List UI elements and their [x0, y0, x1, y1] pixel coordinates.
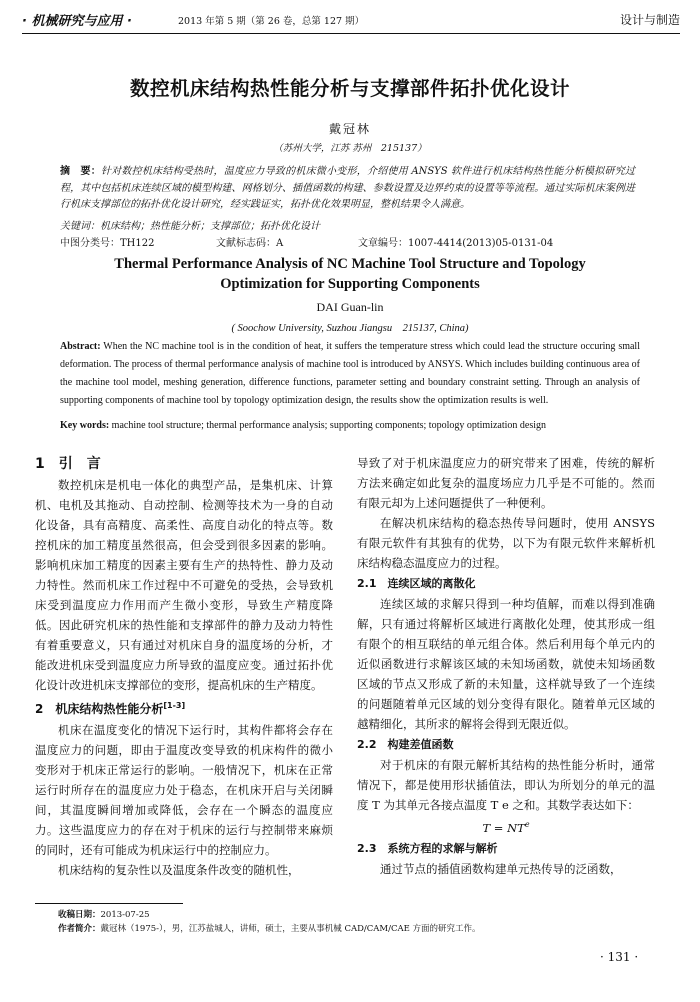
- journal-name: · 机械研究与应用 ·: [22, 14, 132, 29]
- running-header: [22, 8, 680, 32]
- abstract-cn: [60, 164, 635, 214]
- received-label: 收稿日期：: [58, 910, 101, 920]
- paper-title-en-line2: Optimization for Supporting Components: [220, 276, 480, 292]
- paper-title-en: [0, 254, 700, 294]
- formula-text: T = NT: [482, 820, 525, 835]
- section-2-2-heading: 2.2 构建差值函数: [357, 738, 454, 751]
- clc-number: 中图分类号：TH122: [60, 238, 155, 249]
- continued-paragraph: 导致了对于机床温度应力的研究带来了困难，传统的解析方法来确定如此复杂的温度场应力几乎是不可能的。然而有限元却为上述问题提供了一种便利。: [357, 456, 655, 510]
- abstract-en-label: Abstract:: [60, 341, 101, 352]
- body-column-right: [357, 453, 655, 879]
- affiliation-en: ( Soochow University, Suzhou Jiangsu 215137, China): [231, 323, 469, 334]
- abstract-en-text: When the NC machine tool is in the condition of heat, it suffers the temperature stress which could lead the structure occuring small deformation. The process of thermal performance analysis of machine tool is introduced by ANSYS. Which includes building continuous area of the machine tool model, meshing generation, difference functions, parameter setting and boundary constraint setting. Through an analysis of supporting components of machine tool by topology optimization design, the results show the optimization results is well.: [60, 341, 640, 406]
- keywords-en-label: Key words:: [60, 420, 110, 431]
- section-2-1-heading: 2.1 连续区域的离散化: [357, 577, 476, 590]
- article-number: 文章编号：1007-4414(2013)05-0131-04: [358, 238, 554, 249]
- body-column-left: [35, 453, 333, 880]
- section-2-2-paragraph: 对于机床的有限元解析其结构的热性能分析时，通常情况下，都是使用形状插值法，即认为所划分的单元的温度 T 为其单元各接点温度 T e 之和。其数学表达如下：: [357, 758, 655, 812]
- page-number: · 131 ·: [600, 950, 639, 964]
- ansys-paragraph: 在解决机床结构的稳态热传导问题时，使用 ANSYS 有限元软件有其独有的优势，以下为有限元软件来解析机床结构稳态温度应力的过程。: [357, 516, 655, 570]
- keywords-cn: [60, 217, 635, 232]
- section-2-heading-text: 2 机床结构热性能分析: [35, 702, 164, 716]
- document-code: 文献标志码：A: [216, 238, 284, 249]
- section-2-3-heading: 2.3 系统方程的求解与解析: [357, 841, 498, 855]
- section-2-citation: [1-3]: [163, 701, 186, 710]
- author-name-cn: 戴冠林: [328, 122, 371, 136]
- section-1-heading: 1 引 言: [35, 456, 101, 472]
- section-2-paragraph-2: 机床结构的复杂性以及温度条件改变的随机性，: [58, 863, 300, 877]
- author-bio-label: 作者简介：: [58, 924, 101, 934]
- author-name-en: DAI Guan-lin: [316, 300, 384, 314]
- received-date: [58, 908, 150, 920]
- section-category: 设计与制造: [619, 13, 680, 27]
- author-bio-value: 戴冠林（1975-），男，江苏盐城人，讲师，硕士，主要从事机械 CAD/CAM/CAE 方面的研究工作。: [100, 924, 481, 934]
- keywords-en: [60, 420, 650, 431]
- author-bio: [58, 922, 481, 934]
- abstract-cn-text: 针对数控机床结构受热时，温度应力导致的机床微小变形，介绍使用 ANSYS 软件进行机床结构热性能分析模拟研究过程，其中包括机床连续区域的模型构建、网格划分、插值函数的构建、参数设置及边界约束的设置等等流程。通过实际机床案例进行机床支撑部位的拓扑优化设计研究，经实践证实，拓扑优化效果明显，整机结果令人满意。: [60, 166, 635, 210]
- keywords-cn-label: 关键词：: [60, 221, 100, 232]
- paper-title-en-line1: Thermal Performance Analysis of NC Machine Tool Structure and Topology: [114, 256, 586, 272]
- received-value: 2013-07-25: [100, 910, 150, 920]
- keywords-cn-text: 机床结构；热性能分析；支撑部位；拓扑优化设计: [100, 221, 320, 232]
- formula-superscript: e: [524, 820, 530, 829]
- section-2-1-paragraph: 连续区域的求解只得到一种均值解，而难以得到准确解，只有通过将解析区域进行离散化处理，使其形成一组有限个的相互联结的单元组合体。然后利用每个单元内的近似函数进行求解该区域的未知场函数，就使未知场函数区域的节点又形成了新的未知量，这样就导致了一个连续的问题随着单元区域的划分变得有限化。随着单元区域的越精细化，其所求的解将会得到无限近似。: [357, 597, 655, 731]
- interpolation-formula: [357, 815, 655, 838]
- footnote-rule: [35, 903, 183, 904]
- keywords-en-text: machine tool structure; thermal performance analysis; supporting components; topology optimization design: [109, 420, 547, 431]
- issue-info: 2013 年第 5 期（第 26 卷，总第 127 期）: [178, 16, 365, 27]
- abstract-en: [60, 338, 640, 410]
- header-rule: [22, 33, 680, 34]
- classification-line: [60, 234, 635, 248]
- section-2-3-paragraph: 通过节点的插值函数构建单元热传导的泛函数，: [380, 861, 622, 876]
- affiliation-cn: （苏州大学，江苏 苏州 215137）: [273, 143, 427, 154]
- paper-title-cn: 数控机床结构热性能分析与支撑部件拓扑优化设计: [129, 77, 570, 100]
- section-2-heading: [35, 695, 333, 720]
- section-2-paragraph-1: 机床在温度变化的情况下运行时，其构件都将会存在温度应力的问题，即由于温度改变导致的机床构件的微小变形对于机床正常运行的影响。一般情况下，机床在正常运行时所存在的温度应力处于稳态，在机床开启与关闭瞬间，其温度瞬间增加或降低，会存在一个瞬态的温度应力。这些温度应力的存在对于机床的运行与控制带来麻烦的同时，还有可能成为机床运行中的控制应力。: [35, 723, 333, 857]
- section-1-paragraph: 数控机床是机电一体化的典型产品，是集机床、计算机、电机及其拖动、自动控制、检测等技术为一身的自动化设备，具有高精度、高柔性、高度自动化的特点等。数控机床的加工精度虽然很高，但会受到很多因素的影响。影响机床加工精度的因素主要有生产的热特性、静力及动力特性。然而机床工作过程中不可避免的受热，会导致机床受到温度应力作用而产生微小变形，导致生产精度降低。因此研究机床的热性能和支撑部件的静力及动力特性有着重要意义，只有通过对机床自身的温度场的分析，才能改进机床受到温度应力所导致的温度应变。通过拓扑优化设计改进机床支撑部位的变形，提高机床的生产精度。: [35, 478, 333, 692]
- abstract-cn-label: 摘 要：: [60, 166, 101, 177]
